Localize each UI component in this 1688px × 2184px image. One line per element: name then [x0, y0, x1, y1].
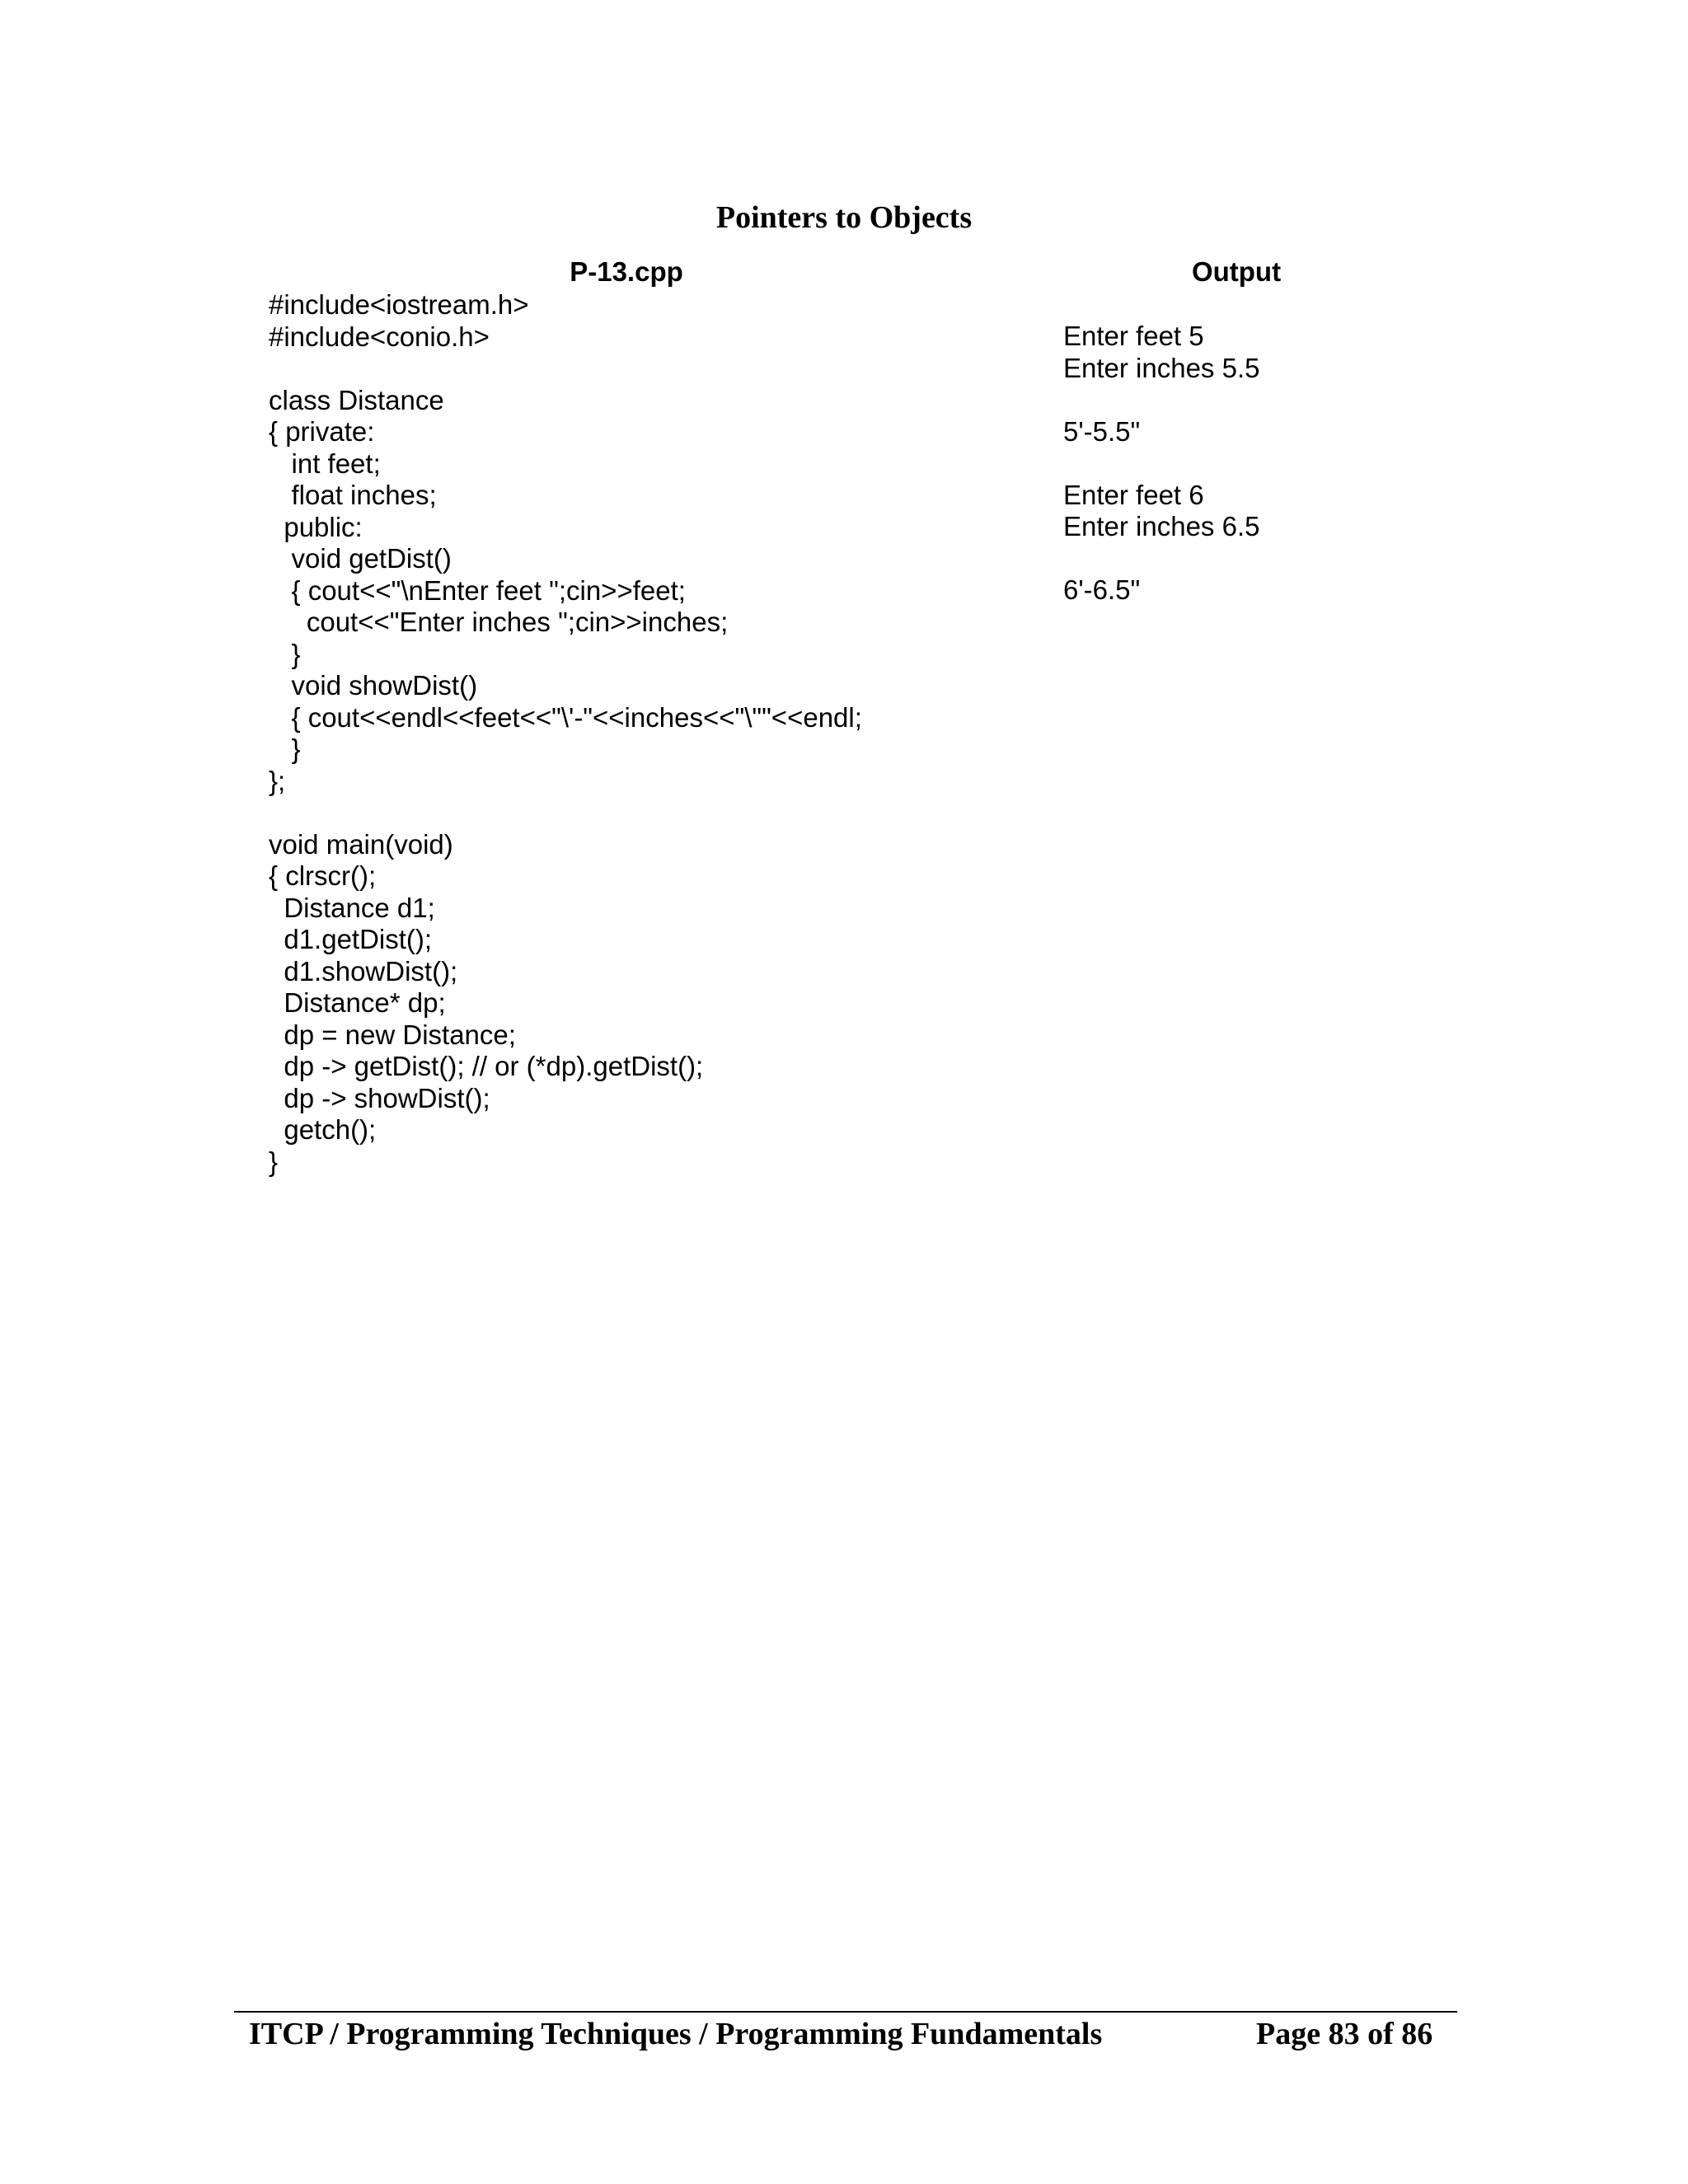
- output-line: Enter inches 6.5: [1063, 511, 1260, 541]
- code-line: Distance d1;: [269, 892, 435, 923]
- footer-page-number: Page 83 of 86: [1256, 2017, 1433, 2051]
- code-line: #include<iostream.h>: [269, 289, 529, 320]
- code-line: d1.showDist();: [269, 955, 458, 987]
- output-heading: Output: [1191, 256, 1282, 287]
- code-line: dp -> showDist();: [269, 1082, 490, 1113]
- output-line: Enter feet 5: [1063, 321, 1204, 351]
- code-line: d1.getDist();: [269, 924, 433, 954]
- footer-divider: [234, 2011, 1457, 2013]
- program-output: [1063, 321, 1259, 607]
- code-line: }: [269, 1146, 279, 1177]
- code-line: void main(void): [269, 828, 453, 860]
- code-line: [269, 353, 862, 385]
- code-line: float inches;: [269, 480, 437, 510]
- output-line: 5'-5.5": [1063, 415, 1141, 447]
- output-line: 6'-6.5": [1063, 574, 1141, 605]
- output-line: Enter inches 5.5: [1063, 352, 1260, 383]
- page-title: Pointers to Objects: [715, 200, 973, 235]
- code-line: { cout<<endl<<feet<<"\'-"<<inches<<"\""<<endl;: [269, 701, 862, 733]
- code-listing: [269, 289, 862, 1178]
- code-line: { private:: [269, 416, 375, 447]
- code-line: getch();: [269, 1114, 377, 1145]
- output-line: Enter feet 6: [1063, 479, 1204, 510]
- code-line: { clrscr();: [269, 860, 377, 891]
- code-line: }: [269, 733, 301, 764]
- code-line: dp -> getDist(); // or (*dp).getDist();: [269, 1051, 704, 1081]
- code-line: [269, 797, 862, 829]
- code-line: void showDist(): [269, 670, 478, 701]
- code-line: dp = new Distance;: [269, 1019, 516, 1050]
- output-line: [1063, 384, 1259, 416]
- footer-course-title: ITCP / Programming Techniques / Programming Fundamentals: [249, 2017, 1103, 2051]
- output-line: [1063, 448, 1259, 480]
- code-line: void getDist(): [269, 543, 452, 574]
- code-line: public:: [269, 511, 363, 542]
- code-line: cout<<"Enter inches ";cin>>inches;: [269, 607, 729, 637]
- code-line: Distance* dp;: [269, 987, 446, 1018]
- code-line: #include<conio.h>: [269, 321, 490, 352]
- code-line: }: [269, 638, 301, 669]
- code-file-heading: P-13.cpp: [570, 256, 683, 287]
- code-line: int feet;: [269, 448, 381, 479]
- code-line: class Distance: [269, 384, 444, 415]
- output-line: [1063, 543, 1259, 575]
- code-line: };: [269, 765, 286, 796]
- code-line: { cout<<"\nEnter feet ";cin>>feet;: [269, 574, 686, 606]
